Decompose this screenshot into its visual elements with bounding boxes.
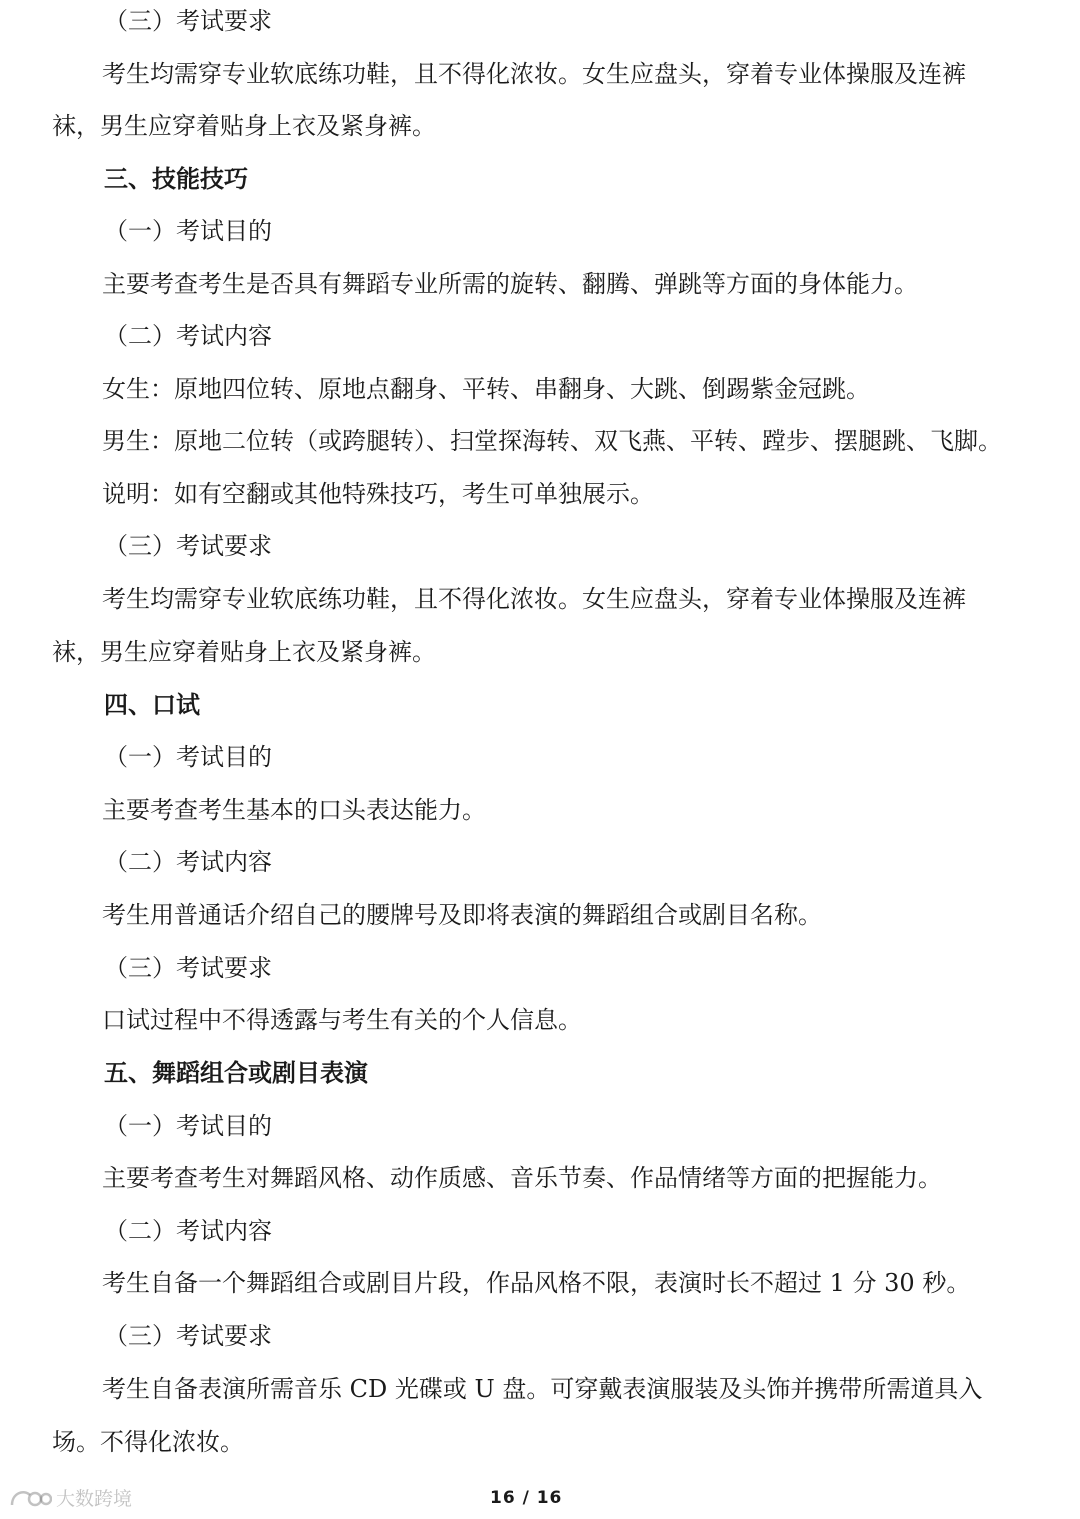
subsection-heading: （一）考试目的 — [104, 1112, 272, 1140]
paragraph-line: 口试过程中不得透露与考生有关的个人信息。 — [102, 1006, 582, 1034]
watermark-logo-icon — [8, 1485, 52, 1511]
paragraph-line: 考生用普通话介绍自己的腰牌号及即将表演的舞蹈组合或剧目名称。 — [102, 901, 822, 929]
subsection-heading: （三）考试要求 — [104, 532, 272, 560]
subsection-heading: （一）考试目的 — [104, 217, 272, 245]
subsection-heading: （三）考试要求 — [104, 954, 272, 982]
watermark — [8, 1484, 132, 1511]
paragraph-line: 说明：如有空翻或其他特殊技巧，考生可单独展示。 — [102, 480, 654, 508]
paragraph-line: 女生：原地四位转、原地点翻身、平转、串翻身、大跳、倒踢紫金冠跳。 — [102, 375, 870, 403]
paragraph-line: 考生自备表演所需音乐 CD 光碟或 U 盘。可穿戴表演服装及头饰并携带所需道具入 — [102, 1375, 983, 1403]
subsection-heading: （二）考试内容 — [104, 848, 272, 876]
subsection-heading: （一）考试目的 — [104, 743, 272, 771]
subsection-heading: （三）考试要求 — [104, 7, 272, 35]
paragraph-line: 考生均需穿专业软底练功鞋，且不得化浓妆。女生应盘头，穿着专业体操服及连裤 — [102, 60, 966, 88]
watermark-text: 大数跨境 — [56, 1488, 133, 1510]
paragraph-line: 袜，男生应穿着贴身上衣及紧身裤。 — [52, 638, 436, 666]
paragraph-line: 袜，男生应穿着贴身上衣及紧身裤。 — [52, 112, 436, 140]
section-heading: 五、舞蹈组合或剧目表演 — [104, 1059, 368, 1087]
paragraph-line: 考生均需穿专业软底练功鞋，且不得化浓妆。女生应盘头，穿着专业体操服及连裤 — [102, 585, 966, 613]
section-heading: 四、口试 — [104, 691, 200, 719]
subsection-heading: （二）考试内容 — [104, 322, 272, 350]
subsection-heading: （三）考试要求 — [104, 1322, 272, 1350]
paragraph-line: 主要考查考生是否具有舞蹈专业所需的旋转、翻腾、弹跳等方面的身体能力。 — [102, 270, 918, 298]
paragraph-line: 主要考查考生基本的口头表达能力。 — [102, 796, 486, 824]
page-number: 16 / 16 — [490, 1488, 563, 1508]
section-heading: 三、技能技巧 — [104, 165, 248, 193]
paragraph-line: 考生自备一个舞蹈组合或剧目片段，作品风格不限，表演时长不超过 1 分 30 秒。 — [102, 1269, 971, 1297]
paragraph-line: 场。不得化浓妆。 — [52, 1428, 244, 1456]
paragraph-line: 主要考查考生对舞蹈风格、动作质感、音乐节奏、作品情绪等方面的把握能力。 — [102, 1164, 942, 1192]
subsection-heading: （二）考试内容 — [104, 1217, 272, 1245]
paragraph-line: 男生：原地二位转（或跨腿转）、扫堂探海转、双飞燕、平转、蹚步、摆腿跳、飞脚。 — [102, 427, 1002, 455]
